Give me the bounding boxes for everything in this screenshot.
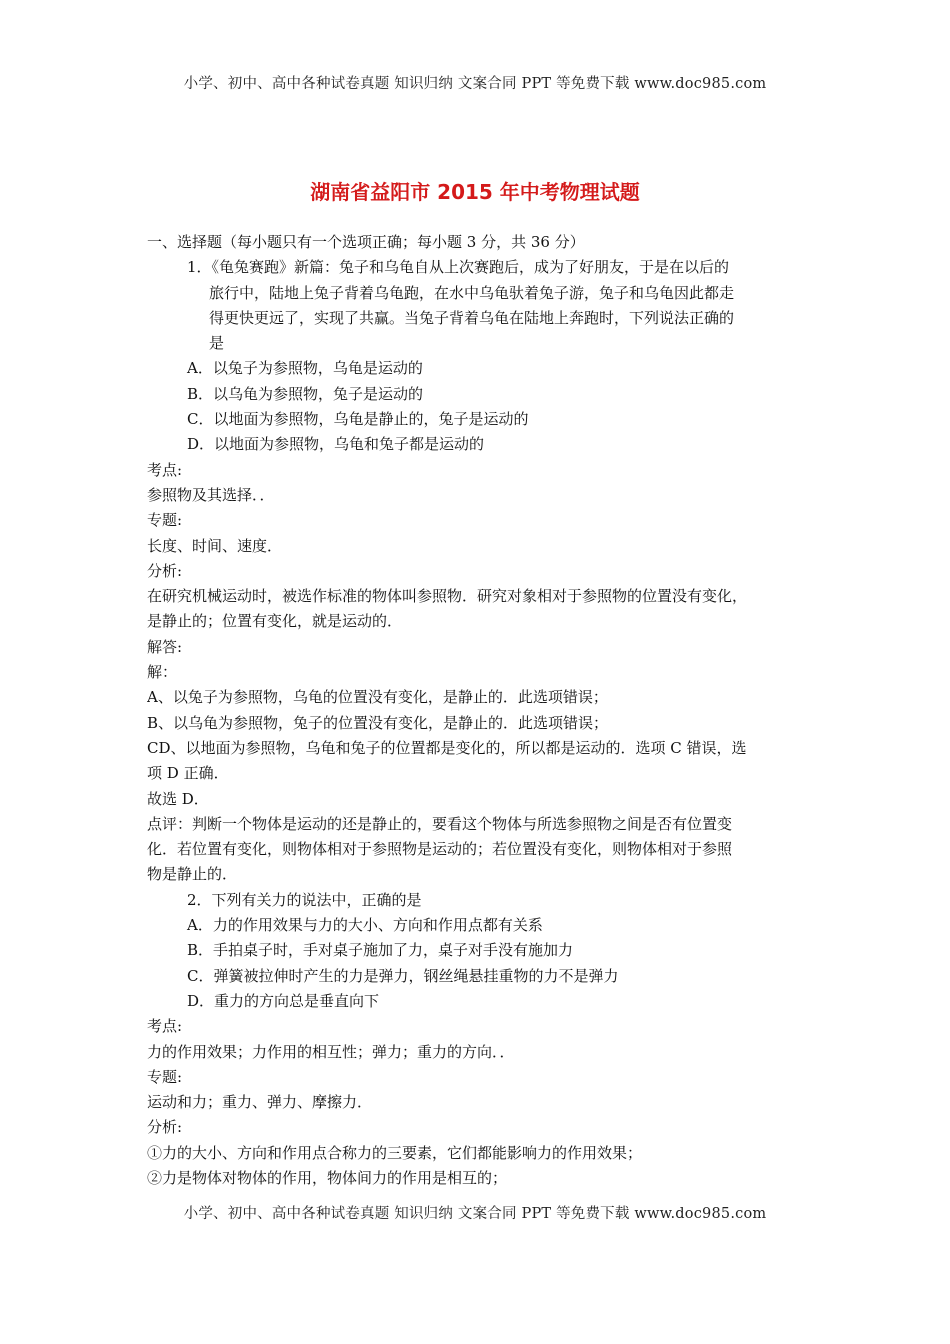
zhuanti-label: 专题: xyxy=(147,511,183,530)
fenxi-line: ①力的大小、方向和作用点合称力的三要素，它们都能影响力的作用效果； xyxy=(147,1143,643,1162)
zhuanti-label: 专题: xyxy=(147,1067,183,1086)
jieda-label: 解答: xyxy=(147,637,183,656)
jieda-line: CD、以地面为参照物，乌龟和兔子的位置都是变化的，所以都是运动的．选项 C 错误，选 xyxy=(147,738,747,757)
option-b: B．以乌龟为参照物，兔子是运动的 xyxy=(187,384,424,403)
document-body xyxy=(147,230,819,1191)
zhuanti-text: 运动和力；重力、弹力、摩擦力． xyxy=(147,1093,373,1112)
exam-title: 湖南省益阳市 2015 年中考物理试题 xyxy=(310,180,640,204)
kaodian-text: 参照物及其选择．． xyxy=(147,485,275,504)
fenxi-label: 分析: xyxy=(147,1118,183,1137)
question-1 xyxy=(147,255,819,887)
jieda-line: B、以乌龟为参照物，兔子的位置没有变化，是静止的．此选项错误； xyxy=(147,713,609,732)
page-footer: 小学、初中、高中各种试卷真题 知识归纳 文案合同 PPT 等免费下载 www.doc985.com xyxy=(183,1206,767,1222)
fenxi-line: ②力是物体对物体的作用，物体间力的作用是相互的； xyxy=(147,1168,508,1187)
question-stem-line: 1．《龟兔赛跑》新篇：兔子和乌龟自从上次赛跑后，成为了好朋友，于是在以后的 xyxy=(187,258,730,277)
option-a: A．力的作用效果与力的大小、方向和作用点都有关系 xyxy=(187,916,543,935)
option-d: D．以地面为参照物，乌龟和兔子都是运动的 xyxy=(187,435,485,454)
option-b: B．手拍桌子时，手对桌子施加了力，桌子对手没有施加力 xyxy=(187,941,574,960)
option-c: C．弹簧被拉伸时产生的力是弹力，钢丝绳悬挂重物的力不是弹力 xyxy=(187,966,619,985)
jieda-line: 故选 D． xyxy=(147,789,209,808)
option-a: A．以兔子为参照物，乌龟是运动的 xyxy=(187,359,423,378)
kaodian-label: 考点: xyxy=(147,460,183,479)
question-stem-line: 2．下列有关力的说法中，正确的是 xyxy=(187,890,422,909)
dianping-line: 点评：判断一个物体是运动的还是静止的，要看这个物体与所选参照物之间是否有位置变 xyxy=(147,814,733,833)
jieda-line: 项 D 正确． xyxy=(147,764,229,783)
question-2 xyxy=(147,888,819,1192)
page-header: 小学、初中、高中各种试卷真题 知识归纳 文案合同 PPT 等免费下载 www.doc985.com xyxy=(183,76,767,92)
option-d: D．重力的方向总是垂直向下 xyxy=(187,991,380,1010)
question-stem-line: 得更快更远了，实现了共赢。当兔子背着乌龟在陆地上奔跑时，下列说法正确的 xyxy=(209,308,735,327)
dianping-line: 物是静止的． xyxy=(147,865,238,884)
fenxi-line: 是静止的；位置有变化，就是运动的． xyxy=(147,612,403,631)
jieda-line: A、以兔子为参照物，乌龟的位置没有变化，是静止的．此选项错误； xyxy=(147,688,608,707)
question-stem-line: 是 xyxy=(209,334,225,353)
fenxi-label: 分析: xyxy=(147,561,183,580)
kaodian-label: 考点: xyxy=(147,1017,183,1036)
section-heading: 一、选择题（每小题只有一个选项正确；每小题 3 分，共 36 分） xyxy=(147,233,585,251)
dianping-line: 化．若位置有变化，则物体相对于参照物是运动的；若位置没有变化，则物体相对于参照 xyxy=(147,840,733,859)
kaodian-text: 力的作用效果；力作用的相互性；弹力；重力的方向．． xyxy=(147,1042,515,1061)
jieda-line: 解： xyxy=(147,663,178,682)
fenxi-line: 在研究机械运动时，被选作标准的物体叫参照物．研究对象相对于参照物的位置没有变化， xyxy=(147,587,748,606)
zhuanti-text: 长度、时间、速度． xyxy=(147,536,283,555)
question-stem-line: 旅行中，陆地上兔子背着乌龟跑，在水中乌龟驮着兔子游，兔子和乌龟因此都走 xyxy=(209,283,735,302)
option-c: C．以地面为参照物，乌龟是静止的，兔子是运动的 xyxy=(187,410,529,429)
